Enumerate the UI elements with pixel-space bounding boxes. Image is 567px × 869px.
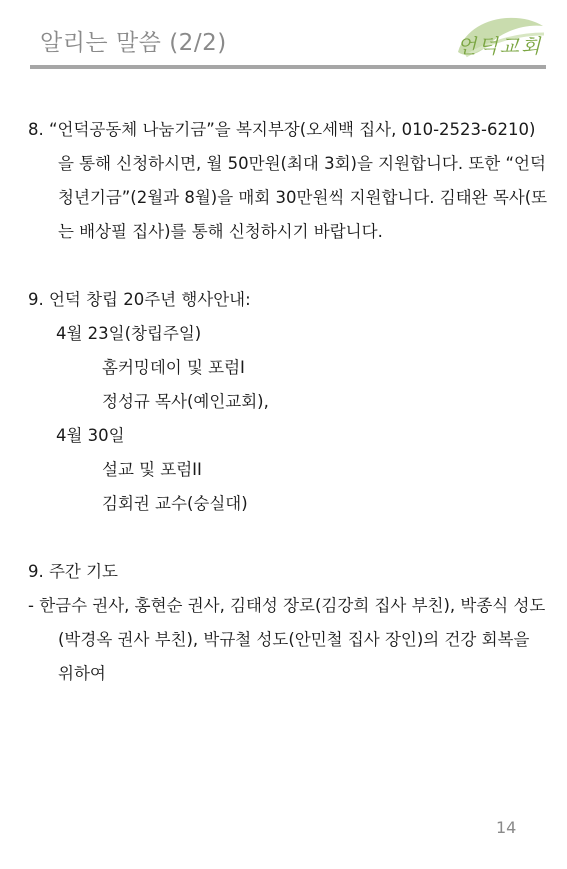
event-detail-2a: 설교 및 포럼II xyxy=(102,460,202,479)
page-title: 알리는 말씀 (2/2) xyxy=(40,30,227,56)
prayer-heading: 9. 주간 기도 xyxy=(28,562,118,581)
page-number: 14 xyxy=(496,818,517,837)
spacer xyxy=(28,249,548,283)
event-date-1: 4월 23일(창립주일) xyxy=(56,324,202,343)
announcement-item-9-heading: 9. 언덕 창립 20주년 행사안내: xyxy=(28,290,251,309)
event-detail-1b: 정성규 목사(예인교회), xyxy=(102,392,269,411)
announcement-item-8: 8. “언덕공동체 나눔기금”을 복지부장(오세백 집사, 010-2523-6210)을 통해 신청하시면, 월 50만원(최대 3회)을 지원합니다. 또한 “언덕청년기금”(2월과 8월)을 매회 30만원씩 지원합니다. 김태완 목사(또는 배상필 집사)를 통해 신청하시기 바랍니다. xyxy=(28,120,548,241)
announcement-body xyxy=(28,113,548,691)
event-detail-1a: 홈커밍데이 및 포럼I xyxy=(102,358,245,377)
prayer-list: - 한금수 권사, 홍현순 권사, 김태성 장로(김강희 집사 부친), 박종식 성도(박경옥 권사 부친), 박규철 성도(안민철 집사 장인)의 건강 회복을 위하여 xyxy=(28,596,546,683)
church-logo-text: 언덕교회 xyxy=(457,34,543,58)
event-detail-2b: 김회권 교수(숭실대) xyxy=(102,494,248,513)
header-divider xyxy=(30,65,546,69)
event-date-2: 4월 30일 xyxy=(56,426,125,445)
spacer xyxy=(28,521,548,555)
